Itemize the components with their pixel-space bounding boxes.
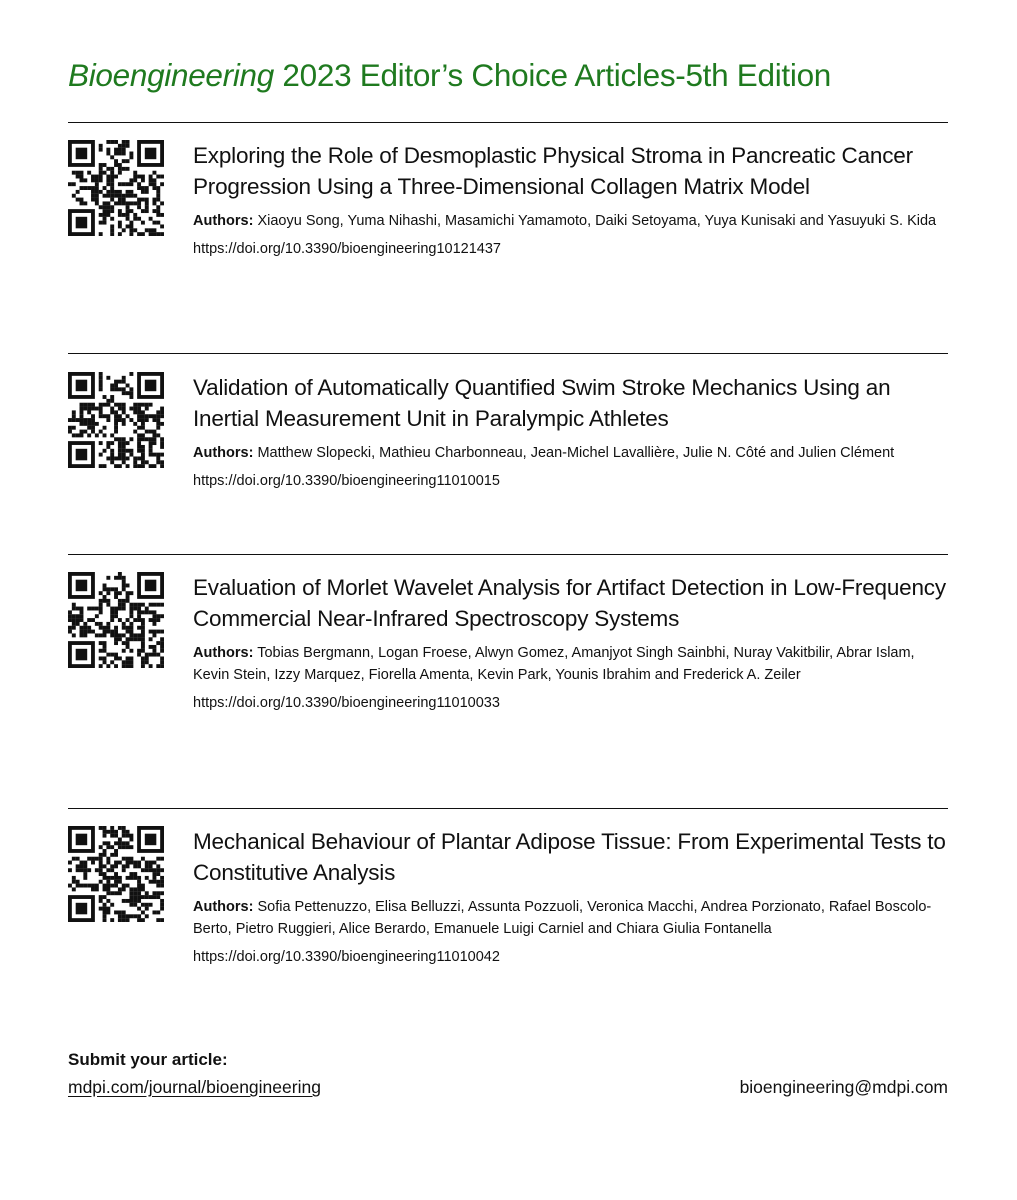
qr-code-icon[interactable] [68, 572, 164, 668]
authors-label: Authors: [193, 213, 254, 229]
submit-label: Submit your article: [68, 1050, 228, 1069]
page-title [68, 54, 831, 96]
authors-label: Authors: [193, 445, 254, 461]
authors-label: Authors: [193, 645, 254, 661]
article-authors [193, 210, 948, 232]
article-title[interactable]: Exploring the Role of Desmoplastic Physical Stroma in Pancreatic Cancer Progression Using a Three-Dimensional Collagen Matrix Model [193, 143, 913, 199]
article-authors [193, 642, 948, 686]
qr-code-icon[interactable] [68, 372, 164, 468]
article-authors [193, 442, 948, 464]
divider [68, 808, 948, 809]
article-doi-link[interactable]: https://doi.org/10.3390/bioengineering11010033 [193, 695, 500, 711]
authors-list: Sofia Pettenuzzo, Elisa Belluzzi, Assunta Pozzuoli, Veronica Macchi, Andrea Porzionato, Rafael Boscolo-Berto, Pietro Ruggieri, Alice Berardo, Emanuele Luigi Carniel and Chiara Giulia Fontanella [193, 899, 932, 937]
qr-code-icon[interactable] [68, 140, 164, 236]
divider [68, 554, 948, 555]
article-doi-link[interactable]: https://doi.org/10.3390/bioengineering11010015 [193, 473, 500, 489]
article-doi-link[interactable]: https://doi.org/10.3390/bioengineering11010042 [193, 949, 500, 965]
article-doi-link[interactable]: https://doi.org/10.3390/bioengineering10121437 [193, 241, 501, 257]
journal-link[interactable]: mdpi.com/journal/bioengineering [68, 1077, 321, 1097]
divider [68, 353, 948, 354]
article-authors [193, 896, 948, 940]
divider [68, 122, 948, 123]
article-title[interactable]: Evaluation of Morlet Wavelet Analysis for Artifact Detection in Low-Frequency Commercial Near-Infrared Spectroscopy Systems [193, 575, 946, 631]
title-rest: 2023 Editor’s Choice Articles-5th Edition [273, 57, 832, 93]
authors-list: Tobias Bergmann, Logan Froese, Alwyn Gomez, Amanjyot Singh Sainbhi, Nuray Vakitbilir, Abrar Islam, Kevin Stein, Izzy Marquez, Fiorella Amenta, Kevin Park, Younis Ibrahim and Frederick A. Zeiler [193, 645, 915, 683]
journal-name: Bioengineering [68, 57, 274, 93]
qr-code-icon[interactable] [68, 826, 164, 922]
article-title[interactable]: Validation of Automatically Quantified Swim Stroke Mechanics Using an Inertial Measurement Unit in Paralympic Athletes [193, 375, 891, 431]
authors-label: Authors: [193, 899, 254, 915]
article-title[interactable]: Mechanical Behaviour of Plantar Adipose Tissue: From Experimental Tests to Constitutive Analysis [193, 829, 946, 885]
authors-list: Matthew Slopecki, Mathieu Charbonneau, Jean-Michel Lavallière, Julie N. Côté and Julien Clément [257, 445, 895, 461]
contact-email[interactable]: bioengineering@mdpi.com [739, 1077, 948, 1097]
authors-list: Xiaoyu Song, Yuma Nihashi, Masamichi Yamamoto, Daiki Setoyama, Yuya Kunisaki and Yasuyuki S. Kida [257, 213, 937, 229]
